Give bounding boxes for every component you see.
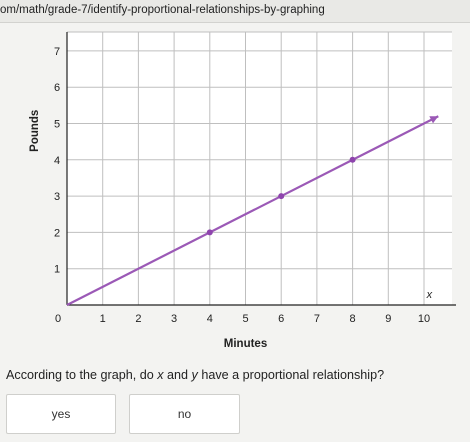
x-tick-label: 2 bbox=[135, 313, 142, 325]
y-tick-label: 3 bbox=[53, 191, 61, 204]
x-tick-label: 4 bbox=[206, 313, 213, 325]
x-axis-title: Minutes bbox=[223, 338, 268, 350]
x-tick-label: 7 bbox=[313, 313, 320, 325]
y-tick-label: 5 bbox=[53, 118, 61, 131]
x-tick-label: 5 bbox=[242, 313, 249, 325]
y-tick-label: 4 bbox=[53, 154, 61, 167]
y-tick-label: 2 bbox=[53, 227, 61, 240]
var-y: y bbox=[191, 368, 198, 382]
address-bar[interactable] bbox=[0, 0, 470, 23]
url-text: om/math/grade-7/identify-proportional-relationships-by-graphing bbox=[0, 4, 325, 16]
answer-yes-button[interactable]: yes bbox=[6, 394, 116, 434]
x-tick-label: 9 bbox=[385, 313, 392, 325]
answer-no-button[interactable]: no bbox=[129, 394, 240, 434]
question-prefix: According to the graph, do bbox=[6, 368, 158, 382]
x-tick-label: 6 bbox=[278, 313, 285, 325]
x-tick-label: 3 bbox=[171, 313, 178, 325]
x-tick-label: 0 bbox=[54, 313, 62, 325]
y-axis-title: Pounds bbox=[29, 109, 41, 152]
y-tick-label: 7 bbox=[53, 45, 61, 58]
y-tick-label: 6 bbox=[53, 82, 61, 95]
question-mid: and bbox=[163, 368, 192, 382]
question-suffix: have a proportional relationship? bbox=[197, 368, 385, 382]
var-x: x bbox=[157, 368, 164, 382]
question-text bbox=[6, 368, 466, 382]
x-tick-label: 1 bbox=[99, 313, 106, 325]
y-tick-label: 1 bbox=[53, 263, 61, 276]
data-point bbox=[278, 193, 284, 199]
data-point bbox=[350, 157, 356, 163]
plot-background bbox=[67, 32, 452, 305]
x-tick-label: 8 bbox=[349, 313, 356, 325]
x-tick-label: 10 bbox=[417, 313, 431, 325]
line-chart bbox=[0, 22, 470, 362]
graph bbox=[0, 22, 470, 362]
x-variable-label: x bbox=[426, 289, 433, 301]
data-point bbox=[207, 229, 213, 235]
